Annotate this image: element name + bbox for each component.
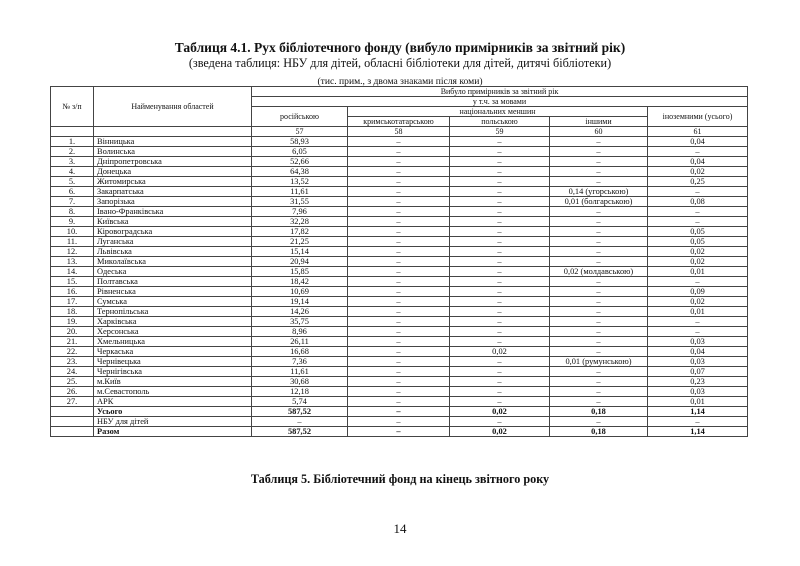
table-row	[51, 297, 748, 307]
row-number: 24.	[51, 367, 94, 377]
others-value: –	[550, 377, 648, 387]
region-name: Рівненська	[94, 287, 252, 297]
foreign-value: 0,01	[648, 267, 748, 277]
russian-value: 30,68	[252, 377, 348, 387]
crimean-tatar-value: –	[348, 297, 450, 307]
others-value: –	[550, 387, 648, 397]
row-number: 14.	[51, 267, 94, 277]
russian-value: 14,26	[252, 307, 348, 317]
region-name: Вінницька	[94, 137, 252, 147]
table-row	[51, 187, 748, 197]
region-name: Херсонська	[94, 327, 252, 337]
russian-value: 35,75	[252, 317, 348, 327]
polish-value: –	[450, 197, 550, 207]
table-row	[51, 177, 748, 187]
region-name: Сумська	[94, 297, 252, 307]
others-value: –	[550, 337, 648, 347]
row-number: 12.	[51, 247, 94, 257]
polish-value: –	[450, 327, 550, 337]
others-value: 0,01 (румунською)	[550, 357, 648, 367]
others-value: –	[550, 287, 648, 297]
table-title: Таблиця 4.1. Рух бібліотечного фонду (вибуло примірників за звітний рік)	[174, 40, 626, 55]
row-number: 7.	[51, 197, 94, 207]
polish-value: –	[450, 337, 550, 347]
russian-value: 12,18	[252, 387, 348, 397]
total-row	[51, 407, 748, 417]
row-number: 11.	[51, 237, 94, 247]
table-row	[51, 157, 748, 167]
russian-value: 7,36	[252, 357, 348, 367]
table-row	[51, 257, 748, 267]
polish-value: –	[450, 287, 550, 297]
row-number: 25.	[51, 377, 94, 387]
russian-value: 58,93	[252, 137, 348, 147]
foreign-value: –	[648, 217, 748, 227]
row-number: 22.	[51, 347, 94, 357]
crimean-tatar-value: –	[348, 167, 450, 177]
table-row	[51, 207, 748, 217]
table-row	[51, 237, 748, 247]
russian-value: 8,96	[252, 327, 348, 337]
foreign-value: 0,02	[648, 257, 748, 267]
total-foreign: 1,14	[648, 407, 748, 417]
crimean-tatar-value: –	[348, 137, 450, 147]
row-number: 8.	[51, 207, 94, 217]
polish-value: –	[450, 257, 550, 267]
foreign-value: 0,01	[648, 307, 748, 317]
row-number: 19.	[51, 317, 94, 327]
foreign-value: 0,02	[648, 247, 748, 257]
russian-value: 11,61	[252, 367, 348, 377]
polish-value: –	[450, 357, 550, 367]
row-number: 4.	[51, 167, 94, 177]
crimean-tatar-value: –	[348, 247, 450, 257]
region-name: Дніпропетровська	[94, 157, 252, 167]
others-value: –	[550, 257, 648, 267]
foreign-value: 0,08	[648, 197, 748, 207]
foreign-value: 0,05	[648, 227, 748, 237]
region-name: Кіровоградська	[94, 227, 252, 237]
region-name: Полтавська	[94, 277, 252, 287]
grand-label: Разом	[94, 427, 252, 437]
header-others: іншими	[550, 117, 648, 127]
others-value: –	[550, 177, 648, 187]
foreign-value: 0,04	[648, 157, 748, 167]
foreign-value: 0,03	[648, 357, 748, 367]
nbu-polish: –	[450, 417, 550, 427]
russian-value: 15,85	[252, 267, 348, 277]
header-by-language: у т.ч. за мовами	[252, 97, 748, 107]
russian-value: 7,96	[252, 207, 348, 217]
header-col-num: 57	[252, 127, 348, 137]
crimean-tatar-value: –	[348, 197, 450, 207]
russian-value: 31,55	[252, 197, 348, 207]
polish-value: –	[450, 277, 550, 287]
total-polish: 0,02	[450, 407, 550, 417]
next-table-caption: Таблиця 5. Бібліотечний фонд на кінець звітного року	[250, 472, 550, 486]
grand-russian: 587,52	[252, 427, 348, 437]
nbu-label: НБУ для дітей	[94, 417, 252, 427]
region-name: Житомирська	[94, 177, 252, 187]
crimean-tatar-value: –	[348, 347, 450, 357]
crimean-tatar-value: –	[348, 387, 450, 397]
crimean-tatar-value: –	[348, 257, 450, 267]
russian-value: 17,82	[252, 227, 348, 237]
row-number: 2.	[51, 147, 94, 157]
others-value: –	[550, 167, 648, 177]
crimean-tatar-value: –	[348, 207, 450, 217]
russian-value: 11,61	[252, 187, 348, 197]
header-col-num: 59	[450, 127, 550, 137]
others-value: –	[550, 347, 648, 357]
russian-value: 10,69	[252, 287, 348, 297]
crimean-tatar-value: –	[348, 187, 450, 197]
header-foreign: іноземними (усього)	[648, 107, 748, 127]
row-number: 9.	[51, 217, 94, 227]
header-col-blank	[51, 127, 94, 137]
row-number: 16.	[51, 287, 94, 297]
header-crimean-tatar: кримськотатарською	[348, 117, 450, 127]
table-row	[51, 217, 748, 227]
polish-value: –	[450, 247, 550, 257]
foreign-value: –	[648, 327, 748, 337]
table-row	[51, 357, 748, 367]
table-row	[51, 277, 748, 287]
row-number: 23.	[51, 357, 94, 367]
others-value: –	[550, 237, 648, 247]
header-region: Найменування областей	[94, 87, 252, 127]
others-value: –	[550, 227, 648, 237]
russian-value: 26,11	[252, 337, 348, 347]
others-value: –	[550, 247, 648, 257]
russian-value: 18,42	[252, 277, 348, 287]
crimean-tatar-value: –	[348, 227, 450, 237]
foreign-value: 0,03	[648, 337, 748, 347]
row-number: 27.	[51, 397, 94, 407]
crimean-tatar-value: –	[348, 217, 450, 227]
library-fund-table	[50, 86, 748, 437]
region-name: Чернігівська	[94, 367, 252, 377]
table-row	[51, 387, 748, 397]
others-value: –	[550, 317, 648, 327]
total-label: Усього	[94, 407, 252, 417]
others-value: –	[550, 147, 648, 157]
row-number: 18.	[51, 307, 94, 317]
table-row	[51, 347, 748, 357]
crimean-tatar-value: –	[348, 397, 450, 407]
russian-value: 16,68	[252, 347, 348, 357]
table-row	[51, 327, 748, 337]
crimean-tatar-value: –	[348, 237, 450, 247]
table-row	[51, 337, 748, 347]
nbu-row	[51, 417, 748, 427]
table-body	[51, 137, 748, 407]
row-number: 21.	[51, 337, 94, 347]
region-name: Миколаївська	[94, 257, 252, 267]
crimean-tatar-value: –	[348, 327, 450, 337]
foreign-value: 0,01	[648, 397, 748, 407]
total-russian: 587,52	[252, 407, 348, 417]
others-value: –	[550, 157, 648, 167]
header-col-num: 58	[348, 127, 450, 137]
nbu-russian: –	[252, 417, 348, 427]
table-row	[51, 137, 748, 147]
header-col-num: 60	[550, 127, 648, 137]
foreign-value: 0,03	[648, 387, 748, 397]
row-number: 13.	[51, 257, 94, 267]
row-number: 15.	[51, 277, 94, 287]
russian-value: 19,14	[252, 297, 348, 307]
polish-value: –	[450, 307, 550, 317]
crimean-tatar-value: –	[348, 277, 450, 287]
crimean-tatar-value: –	[348, 157, 450, 167]
polish-value: –	[450, 187, 550, 197]
region-name: Волинська	[94, 147, 252, 157]
total-crimean-tatar: –	[348, 407, 450, 417]
grand-polish: 0,02	[450, 427, 550, 437]
polish-value: –	[450, 367, 550, 377]
table-row	[51, 397, 748, 407]
russian-value: 64,38	[252, 167, 348, 177]
table-row	[51, 307, 748, 317]
row-number: 26.	[51, 387, 94, 397]
region-name: Донецька	[94, 167, 252, 177]
polish-value: –	[450, 177, 550, 187]
russian-value: 5,74	[252, 397, 348, 407]
others-value: –	[550, 367, 648, 377]
foreign-value: –	[648, 207, 748, 217]
region-name: Київська	[94, 217, 252, 227]
units-note: (тис. прим., з двома знаками після коми)	[317, 76, 483, 87]
region-name: Одеська	[94, 267, 252, 277]
polish-value: –	[450, 147, 550, 157]
crimean-tatar-value: –	[348, 337, 450, 347]
others-value: –	[550, 217, 648, 227]
row-number: 17.	[51, 297, 94, 307]
polish-value: –	[450, 317, 550, 327]
polish-value: –	[450, 237, 550, 247]
foreign-value: 0,23	[648, 377, 748, 387]
nbu-foreign: –	[648, 417, 748, 427]
others-value: –	[550, 307, 648, 317]
foreign-value: 0,04	[648, 137, 748, 147]
grand-no	[51, 427, 94, 437]
crimean-tatar-value: –	[348, 367, 450, 377]
others-value: –	[550, 297, 648, 307]
table-subtitle: (зведена таблиця: НБУ для дітей, обласні бібліотеки для дітей, дитячі бібліотеки)	[188, 56, 612, 70]
crimean-tatar-value: –	[348, 377, 450, 387]
region-name: Тернопільська	[94, 307, 252, 317]
header-no: № з/п	[51, 87, 94, 127]
polish-value: –	[450, 387, 550, 397]
header-withdrawn: Вибуло примірників за звітний рік	[252, 87, 748, 97]
russian-value: 13,52	[252, 177, 348, 187]
polish-value: –	[450, 397, 550, 407]
others-value: –	[550, 207, 648, 217]
region-name: Хмельницька	[94, 337, 252, 347]
polish-value: –	[450, 217, 550, 227]
total-others: 0,18	[550, 407, 648, 417]
others-value: 0,02 (молдавською)	[550, 267, 648, 277]
foreign-value: –	[648, 187, 748, 197]
russian-value: 20,94	[252, 257, 348, 267]
region-name: Закарпатська	[94, 187, 252, 197]
russian-value: 32,28	[252, 217, 348, 227]
grand-total-row	[51, 427, 748, 437]
foreign-value: –	[648, 147, 748, 157]
foreign-value: 0,05	[648, 237, 748, 247]
crimean-tatar-value: –	[348, 307, 450, 317]
grand-foreign: 1,14	[648, 427, 748, 437]
polish-value: –	[450, 137, 550, 147]
russian-value: 21,25	[252, 237, 348, 247]
russian-value: 52,66	[252, 157, 348, 167]
region-name: Чернівецька	[94, 357, 252, 367]
polish-value: –	[450, 167, 550, 177]
polish-value: –	[450, 207, 550, 217]
header-minorities: національних меншин	[348, 107, 648, 117]
crimean-tatar-value: –	[348, 357, 450, 367]
row-number: 5.	[51, 177, 94, 187]
russian-value: 6,05	[252, 147, 348, 157]
crimean-tatar-value: –	[348, 177, 450, 187]
foreign-value: –	[648, 317, 748, 327]
table-row	[51, 197, 748, 207]
others-value: –	[550, 137, 648, 147]
region-name: м.Севастополь	[94, 387, 252, 397]
region-name: Луганська	[94, 237, 252, 247]
region-name: Черкаська	[94, 347, 252, 357]
polish-value: 0,02	[450, 347, 550, 357]
table-row	[51, 147, 748, 157]
crimean-tatar-value: –	[348, 267, 450, 277]
header-col-blank	[94, 127, 252, 137]
region-name: Харківська	[94, 317, 252, 327]
polish-value: –	[450, 157, 550, 167]
polish-value: –	[450, 297, 550, 307]
nbu-no	[51, 417, 94, 427]
region-name: Львівська	[94, 247, 252, 257]
foreign-value: 0,25	[648, 177, 748, 187]
row-number: 20.	[51, 327, 94, 337]
table-row	[51, 247, 748, 257]
page-number: 14	[393, 521, 407, 536]
polish-value: –	[450, 227, 550, 237]
table-row	[51, 287, 748, 297]
others-value: –	[550, 327, 648, 337]
region-name: АРК	[94, 397, 252, 407]
table-row	[51, 367, 748, 377]
grand-others: 0,18	[550, 427, 648, 437]
table-row	[51, 377, 748, 387]
table-row	[51, 227, 748, 237]
region-name: Івано-Франківська	[94, 207, 252, 217]
others-value: –	[550, 397, 648, 407]
header-russian: російською	[252, 107, 348, 127]
region-name: м.Київ	[94, 377, 252, 387]
nbu-crimean-tatar: –	[348, 417, 450, 427]
foreign-value: 0,07	[648, 367, 748, 377]
polish-value: –	[450, 267, 550, 277]
total-no	[51, 407, 94, 417]
others-value: 0,14 (угорською)	[550, 187, 648, 197]
russian-value: 15,14	[252, 247, 348, 257]
table-row	[51, 167, 748, 177]
others-value: –	[550, 277, 648, 287]
region-name: Запорізька	[94, 197, 252, 207]
row-number: 3.	[51, 157, 94, 167]
grand-crimean-tatar: –	[348, 427, 450, 437]
row-number: 6.	[51, 187, 94, 197]
foreign-value: –	[648, 277, 748, 287]
nbu-others: –	[550, 417, 648, 427]
table-row	[51, 267, 748, 277]
row-number: 10.	[51, 227, 94, 237]
foreign-value: 0,04	[648, 347, 748, 357]
foreign-value: 0,09	[648, 287, 748, 297]
others-value: 0,01 (болгарською)	[550, 197, 648, 207]
crimean-tatar-value: –	[348, 317, 450, 327]
header-col-num: 61	[648, 127, 748, 137]
row-number: 1.	[51, 137, 94, 147]
polish-value: –	[450, 377, 550, 387]
foreign-value: 0,02	[648, 297, 748, 307]
header-polish: польською	[450, 117, 550, 127]
crimean-tatar-value: –	[348, 147, 450, 157]
crimean-tatar-value: –	[348, 287, 450, 297]
table-row	[51, 317, 748, 327]
foreign-value: 0,02	[648, 167, 748, 177]
